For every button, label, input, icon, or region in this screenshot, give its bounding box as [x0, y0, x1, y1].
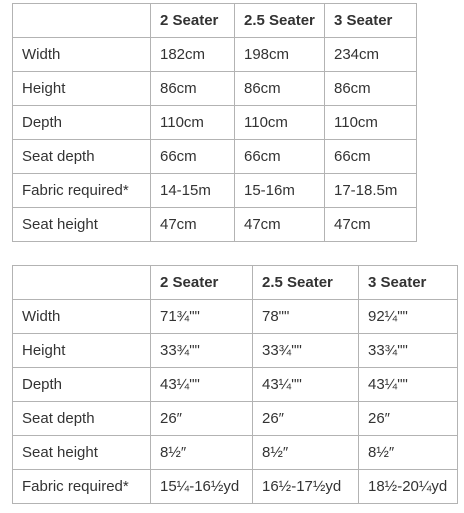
header-3-seater: 3 Seater — [325, 4, 417, 38]
row-label: Width — [13, 38, 151, 72]
cell-2-seater: 33¾"" — [151, 334, 253, 368]
row-label: Seat height — [13, 436, 151, 470]
row-label: Fabric required* — [13, 174, 151, 208]
cell-2-seater: 47cm — [151, 208, 235, 242]
cell-3-seater: 8½″ — [359, 436, 458, 470]
cell-2-seater: 182cm — [151, 38, 235, 72]
cell-2-seater: 86cm — [151, 72, 235, 106]
cell-2-seater: 66cm — [151, 140, 235, 174]
table-row — [13, 174, 417, 208]
cell-2-seater: 71¾"" — [151, 300, 253, 334]
table-row — [13, 140, 417, 174]
cell-2-5-seater: 198cm — [235, 38, 325, 72]
table-row — [13, 334, 458, 368]
row-label: Depth — [13, 368, 151, 402]
cell-3-seater: 43¼"" — [359, 368, 458, 402]
cell-3-seater: 66cm — [325, 140, 417, 174]
cell-2-5-seater: 26″ — [253, 402, 359, 436]
row-label: Seat depth — [13, 140, 151, 174]
cell-2-5-seater: 16½-17½yd — [253, 470, 359, 504]
header-2-5-seater: 2.5 Seater — [253, 266, 359, 300]
table-row — [13, 436, 458, 470]
cell-2-5-seater: 86cm — [235, 72, 325, 106]
cell-2-5-seater: 8½″ — [253, 436, 359, 470]
cell-3-seater: 26″ — [359, 402, 458, 436]
cell-2-5-seater: 66cm — [235, 140, 325, 174]
header-3-seater: 3 Seater — [359, 266, 458, 300]
cell-2-5-seater: 43¼"" — [253, 368, 359, 402]
header-2-seater: 2 Seater — [151, 4, 235, 38]
cell-3-seater: 234cm — [325, 38, 417, 72]
header-2-seater: 2 Seater — [151, 266, 253, 300]
cell-3-seater: 86cm — [325, 72, 417, 106]
cell-2-5-seater: 15-16m — [235, 174, 325, 208]
table-header-row — [13, 266, 458, 300]
cell-2-5-seater: 78"" — [253, 300, 359, 334]
table-row — [13, 300, 458, 334]
cell-2-5-seater: 33¾"" — [253, 334, 359, 368]
cell-2-seater: 26″ — [151, 402, 253, 436]
row-label: Seat depth — [13, 402, 151, 436]
cell-3-seater: 18½-20¼yd — [359, 470, 458, 504]
row-label: Height — [13, 72, 151, 106]
row-label: Height — [13, 334, 151, 368]
table-row — [13, 208, 417, 242]
row-label: Seat height — [13, 208, 151, 242]
table-row — [13, 106, 417, 140]
metric-dimensions-table — [12, 3, 417, 242]
table-row — [13, 72, 417, 106]
table-row — [13, 470, 458, 504]
header-corner — [13, 266, 151, 300]
cell-2-seater: 14-15m — [151, 174, 235, 208]
imperial-dimensions-table — [12, 265, 458, 504]
row-label: Fabric required* — [13, 470, 151, 504]
row-label: Width — [13, 300, 151, 334]
cell-3-seater: 33¾"" — [359, 334, 458, 368]
cell-2-seater: 15¼-16½yd — [151, 470, 253, 504]
table-row — [13, 38, 417, 72]
cell-2-seater: 8½″ — [151, 436, 253, 470]
table-row — [13, 368, 458, 402]
cell-3-seater: 110cm — [325, 106, 417, 140]
cell-2-5-seater: 47cm — [235, 208, 325, 242]
table-header-row — [13, 4, 417, 38]
cell-3-seater: 92¼"" — [359, 300, 458, 334]
cell-2-seater: 43¼"" — [151, 368, 253, 402]
table-row — [13, 402, 458, 436]
header-2-5-seater: 2.5 Seater — [235, 4, 325, 38]
row-label: Depth — [13, 106, 151, 140]
cell-3-seater: 47cm — [325, 208, 417, 242]
header-corner — [13, 4, 151, 38]
cell-2-seater: 110cm — [151, 106, 235, 140]
cell-3-seater: 17-18.5m — [325, 174, 417, 208]
cell-2-5-seater: 110cm — [235, 106, 325, 140]
